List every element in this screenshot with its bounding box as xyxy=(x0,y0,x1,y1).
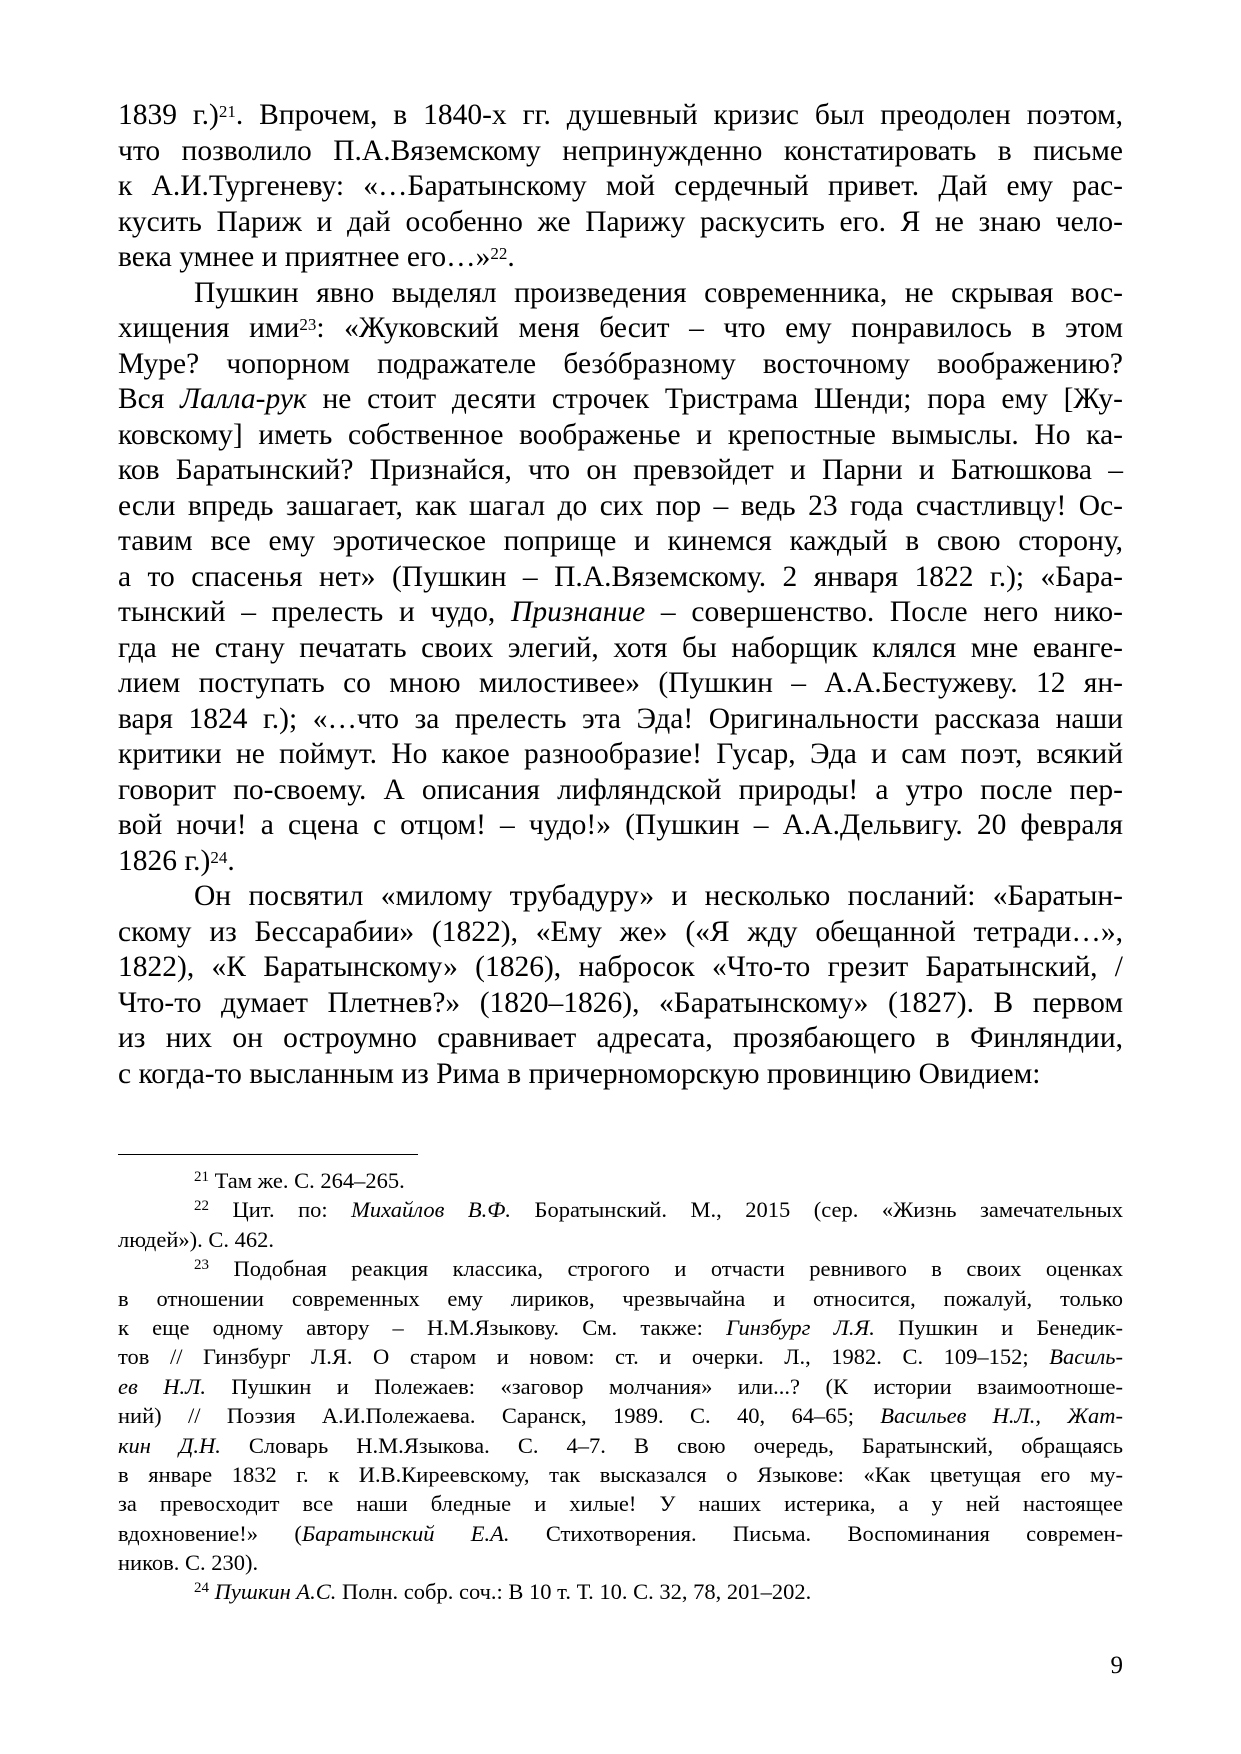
text-line: вой ночи! а сцена с отцом! – чудо!» (Пушкин – А.А.Дельвигу. 20 февраля xyxy=(118,809,1123,841)
text-line: гда не стану печатать своих элегий, хотя бы наборщик клялся мне еванге- xyxy=(118,631,1123,664)
footnote-line: в отношении современных ему лириков, чрезвычайна и относится, пожалуй, только xyxy=(118,1285,1123,1311)
footnote-separator xyxy=(118,1154,418,1155)
footnote-line: людей»). С. 462. xyxy=(118,1226,274,1252)
text-line: кусить Париж и дай особенно же Парижу раскусить его. Я не знаю чело- xyxy=(118,205,1123,238)
footnote-line: ний) // Поэзия А.И.Полежаева. Саранск, 1989. С. 40, 64–65; Васильев Н.Л., Жат- xyxy=(118,1403,1123,1429)
text-line: 1839 г.)$^{21}$. Впрочем, в 1840-х гг. душевный кризис был преодолен поэтом, xyxy=(118,99,1123,131)
footnote-22 xyxy=(118,1195,1123,1254)
footnote-line: ников. С. 230). xyxy=(118,1550,259,1576)
text-line: хищения ими$^{23}$: «Жуковский меня бесит – что ему понравилось в этом xyxy=(118,312,1123,344)
text-line: Муре? чопорном подражателе безóбразному восточному воображению? xyxy=(118,347,1123,380)
footnote-line: тов // Гинзбург Л.Я. О старом и новом: ст. и очерки. Л., 1982. С. 109–152; Василь- xyxy=(118,1344,1123,1370)
text-line: Пушкин явно выделял произведения современника, не скрывая вос- xyxy=(194,276,1123,309)
footnote-ref-24[interactable]: 24 xyxy=(210,847,228,867)
paragraph-2 xyxy=(118,276,1123,880)
footnote-ref-23[interactable]: 23 xyxy=(299,315,317,334)
text-line: 1822), «К Баратынскому» (1826), набросок «Что-то грезит Баратынский, / xyxy=(118,951,1123,983)
text-line: критики не поймут. Но какое разнообразие! Гусар, Эда и сам поэт, всякий xyxy=(118,738,1123,770)
footnote-21 xyxy=(118,1166,1123,1195)
text-line: Что-то думает Плетнев?» (1820–1826), «Баратынскому» (1827). В первом xyxy=(118,986,1123,1019)
paragraph-1 xyxy=(118,98,1123,276)
footnotes xyxy=(118,1166,1123,1607)
text-line: лием поступать со мною милостивее» (Пушкин – А.А.Бестужеву. 12 ян- xyxy=(118,667,1123,699)
text-line: если впредь зашагает, как шагал до сих пор – ведь 23 года счастливцу! Ос- xyxy=(118,489,1123,522)
text-line: Он посвятил «милому трубадуру» и несколько посланий: «Баратын- xyxy=(194,880,1123,912)
footnote-ref-22[interactable]: 22 xyxy=(490,244,508,263)
text-line: варя 1824 г.); «…что за прелесть эта Эда! Оригинальности рассказа наши xyxy=(118,702,1123,735)
footnote-line: ев Н.Л. Пушкин и Полежаев: «заговор молчания» или...? (К истории взаимоотноше- xyxy=(118,1373,1123,1399)
text-line: тавим все ему эротическое поприще и кинемся каждый в свою сторону, xyxy=(118,525,1123,557)
text-line: к А.И.Тургеневу: «…Баратынскому мой сердечный привет. Дай ему рас- xyxy=(118,170,1123,202)
main-text xyxy=(118,98,1123,1092)
footnote-line: $^{21}$ Там же. С. 264–265. xyxy=(194,1168,405,1193)
paragraph-3 xyxy=(118,879,1123,1092)
text-line: с когда-то высланным из Рима в причерноморскую провинцию Овидием: xyxy=(118,1057,1041,1090)
footnote-ref-21[interactable]: 21 xyxy=(218,102,236,121)
text-line: Вся Лалла-рук не стоит десяти строчек Тристрама Шенди; пора ему [Жу- xyxy=(118,383,1123,415)
footnote-line: в январе 1832 г. к И.В.Киреевскому, так высказался о Языкове: «Как цветущая его му- xyxy=(118,1461,1123,1487)
footnote-number: 21 xyxy=(194,1169,209,1185)
footnote-number: 23 xyxy=(194,1257,209,1274)
footnote-line: $^{22}$ Цит. по: Михайлов В.Ф. Боратынский. М., 2015 (сер. «Жизнь замечательных xyxy=(194,1197,1123,1223)
page-number: 9 xyxy=(1110,1652,1123,1679)
text-line: тынский – прелесть и чудо, Признание – совершенство. После него нико- xyxy=(118,596,1123,628)
footnote-24 xyxy=(118,1577,1123,1606)
footnote-line: за превосходит все наши бледные и хилые! У наших истерика, а у ней настоящее xyxy=(118,1491,1123,1517)
text-line: 1826 г.)$^{24}$. xyxy=(118,844,235,877)
footnote-number: 22 xyxy=(194,1198,209,1215)
text-line: ковскому] иметь собственное воображенье и крепостные вымыслы. Но ка- xyxy=(118,418,1123,451)
footnote-line: кин Д.Н. Словарь Н.М.Языкова. С. 4–7. В свою очередь, Баратынский, обращаясь xyxy=(118,1432,1123,1458)
footnote-line: к еще одному автору – Н.М.Языкову. См. также: Гинзбург Л.Я. Пушкин и Бенедик- xyxy=(118,1314,1123,1340)
text-line: говорит по-своему. А описания лифляндской природы! а утро после пер- xyxy=(118,773,1123,806)
text-line: из них он остроумно сравнивает адресата, прозябающего в Финляндии, xyxy=(118,1022,1123,1054)
text-line: скому из Бессарабии» (1822), «Ему же» («Я жду обещанной тетради…», xyxy=(118,915,1123,948)
text-line: а то спасенья нет» (Пушкин – П.А.Вяземскому. 2 января 1822 г.); «Бара- xyxy=(118,560,1123,593)
footnote-number: 24 xyxy=(194,1580,209,1597)
text-line: ков Баратынский? Признайся, что он превзойдет и Парни и Батюшкова – xyxy=(118,454,1123,486)
italic-title: Лалла-рук xyxy=(180,383,307,415)
text-line: века умнее и приятнее его…»$^{22}$. xyxy=(118,241,515,273)
footnote-line: $^{23}$ Подобная реакция классика, строгого и отчасти ревнивого в своих оценках xyxy=(194,1256,1123,1282)
italic-title: Признание xyxy=(511,596,646,628)
footnote-line: $^{24}$ Пушкин А.С. Полн. собр. соч.: В 10 т. Т. 10. С. 32, 78, 201–202. xyxy=(194,1579,812,1605)
text-line: что позволило П.А.Вяземскому непринужденно констатировать в письме xyxy=(118,134,1123,167)
footnote-23 xyxy=(118,1254,1123,1577)
footnote-line: вдохновение!» (Баратынский Е.А. Стихотворения. Письма. Воспоминания современ- xyxy=(118,1520,1123,1546)
